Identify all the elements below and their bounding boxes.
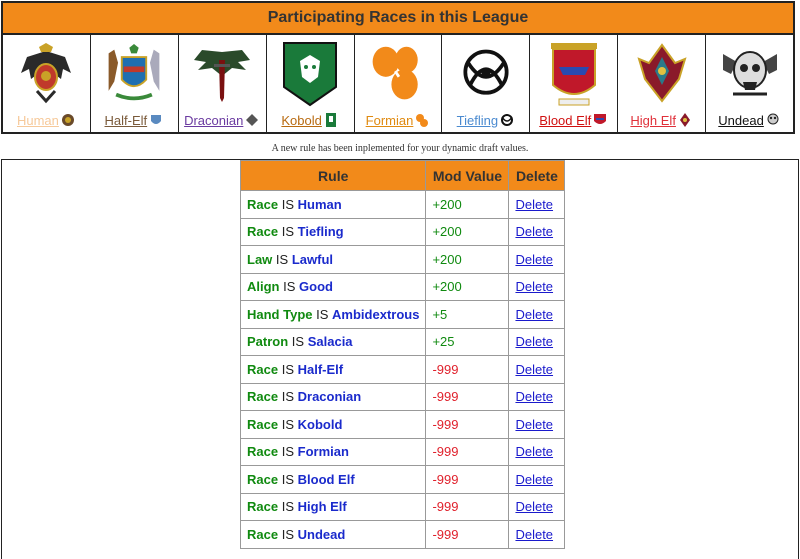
table-row	[241, 438, 565, 466]
rule-cell	[241, 301, 426, 329]
table-row	[241, 521, 565, 549]
mod-value-cell: +200	[426, 191, 509, 219]
rule-value: Blood Elf	[297, 471, 355, 487]
rule-cell	[241, 521, 426, 549]
column-header-rule: Rule	[241, 161, 426, 191]
delete-rule-link[interactable]: Delete	[515, 196, 554, 212]
mod-value-cell: -999	[426, 411, 509, 439]
mod-value-cell: -999	[426, 521, 509, 549]
rule-value: Formian	[297, 444, 349, 460]
undead-mini-icon	[765, 112, 781, 128]
rule-operator: IS	[283, 279, 296, 295]
rule-value: Draconian	[297, 389, 362, 405]
rule-field: Law	[247, 251, 273, 267]
rule-cell	[241, 191, 426, 219]
delete-cell	[509, 301, 565, 329]
rule-field: Race	[247, 196, 279, 212]
delete-rule-link[interactable]: Delete	[515, 389, 554, 405]
kobold-mini-icon	[323, 112, 339, 128]
delete-cell	[509, 411, 565, 439]
race-link-tiefling[interactable]: Tiefling	[456, 112, 499, 128]
race-cell-formian[interactable]	[355, 35, 443, 132]
rule-operator: IS	[291, 334, 305, 350]
race-link-draconian[interactable]: Draconian	[184, 112, 244, 128]
delete-cell	[509, 466, 565, 494]
delete-cell	[509, 191, 565, 219]
draft-rules-table	[240, 160, 565, 549]
rule-field: Race	[247, 444, 279, 460]
rule-value: Lawful	[291, 251, 334, 267]
delete-rule-link[interactable]: Delete	[515, 306, 554, 322]
delete-rule-link[interactable]: Delete	[515, 526, 554, 542]
mod-value-cell: -999	[426, 356, 509, 384]
table-row	[241, 411, 565, 439]
heraldic-shield-icon	[103, 41, 165, 107]
rule-field: Race	[247, 416, 279, 432]
delete-rule-link[interactable]: Delete	[515, 416, 554, 432]
rule-value: Half-Elf	[297, 361, 344, 377]
race-cell-half-elf[interactable]	[91, 35, 179, 132]
column-header-mod-value: Mod Value	[426, 161, 509, 191]
table-row	[241, 466, 565, 494]
rule-operator: IS	[281, 526, 294, 542]
rule-cell	[241, 273, 426, 301]
delete-rule-link[interactable]: Delete	[515, 224, 554, 240]
race-cell-blood-elf[interactable]	[530, 35, 618, 132]
green-banner-icon	[279, 41, 341, 107]
rule-field: Patron	[247, 334, 289, 350]
rule-operator: IS	[316, 306, 329, 322]
rule-cell	[241, 438, 426, 466]
skull-crest-icon	[719, 41, 781, 107]
rule-value: Undead	[297, 526, 346, 542]
table-row	[241, 191, 565, 219]
mod-value-cell: -999	[426, 466, 509, 494]
table-row	[241, 246, 565, 274]
delete-rule-link[interactable]: Delete	[515, 361, 554, 377]
participating-races-panel	[1, 1, 795, 134]
rule-field: Race	[247, 389, 279, 405]
delete-cell	[509, 218, 565, 246]
draconian-mini-icon	[244, 112, 260, 128]
rule-field: Race	[247, 361, 279, 377]
dragon-sword-icon	[191, 41, 253, 107]
race-link-undead[interactable]: Undead	[718, 112, 764, 128]
table-row	[241, 383, 565, 411]
delete-rule-link[interactable]: Delete	[515, 279, 554, 295]
rule-operator: IS	[281, 361, 294, 377]
rule-field: Align	[247, 279, 280, 295]
delete-rule-link[interactable]: Delete	[515, 444, 554, 460]
rule-added-notice: A new rule has been inplemented for your dynamic draft values.	[271, 143, 529, 154]
rule-value: High Elf	[297, 499, 347, 515]
race-link-high-elf[interactable]: High Elf	[630, 112, 676, 128]
table-row	[241, 301, 565, 329]
delete-cell	[509, 383, 565, 411]
mod-value-cell: +200	[426, 218, 509, 246]
red-blue-shield-icon	[543, 41, 605, 107]
rule-cell	[241, 328, 426, 356]
mod-value-cell: +200	[426, 246, 509, 274]
table-header-row	[241, 161, 565, 191]
rule-operator: IS	[281, 196, 294, 212]
rule-operator: IS	[281, 416, 294, 432]
rule-cell	[241, 411, 426, 439]
race-link-human[interactable]: Human	[16, 112, 59, 128]
table-row	[241, 356, 565, 384]
table-row	[241, 218, 565, 246]
race-link-half-elf[interactable]: Half-Elf	[104, 112, 148, 128]
rule-operator: IS	[281, 224, 294, 240]
mod-value-cell: +200	[426, 273, 509, 301]
delete-cell	[509, 493, 565, 521]
formian-mini-icon	[414, 112, 430, 128]
race-cell-draconian[interactable]	[179, 35, 267, 132]
race-cell-undead[interactable]	[706, 35, 793, 132]
rule-cell	[241, 466, 426, 494]
rule-operator: IS	[275, 251, 289, 267]
races-row	[3, 35, 793, 132]
black-knot-icon	[455, 41, 517, 107]
double-eagle-crest-icon	[15, 41, 77, 107]
rule-value: Kobold	[297, 416, 343, 432]
delete-cell	[509, 438, 565, 466]
rule-cell	[241, 493, 426, 521]
rule-value: Good	[299, 279, 333, 295]
rule-value: Human	[297, 196, 342, 212]
mod-value-cell: +25	[426, 328, 509, 356]
human-mini-icon	[60, 112, 76, 128]
delete-rule-link[interactable]: Delete	[515, 471, 554, 487]
rule-field: Hand Type	[247, 306, 313, 322]
rules-table-body	[241, 191, 565, 549]
rule-operator: IS	[281, 444, 294, 460]
rule-operator: IS	[281, 471, 294, 487]
race-cell-high-elf[interactable]	[618, 35, 706, 132]
delete-cell	[509, 246, 565, 274]
rule-field: Race	[247, 224, 279, 240]
races-panel-title: Participating Races in this League	[3, 3, 793, 35]
tiefling-mini-icon	[499, 112, 515, 128]
delete-cell	[509, 328, 565, 356]
delete-cell	[509, 273, 565, 301]
rule-field: Race	[247, 471, 279, 487]
rule-field: Race	[247, 526, 279, 542]
mod-value-cell: -999	[426, 438, 509, 466]
half-elf-mini-icon	[148, 112, 164, 128]
delete-cell	[509, 356, 565, 384]
rule-cell	[241, 383, 426, 411]
race-link-kobold[interactable]: Kobold	[281, 112, 322, 128]
high-elf-mini-icon	[677, 112, 693, 128]
column-header-delete: Delete	[509, 161, 565, 191]
table-row	[241, 493, 565, 521]
table-row	[241, 273, 565, 301]
mod-value-cell: -999	[426, 493, 509, 521]
race-cell-tiefling[interactable]	[442, 35, 530, 132]
race-link-formian[interactable]: Formian	[365, 112, 414, 128]
delete-rule-link[interactable]: Delete	[515, 499, 554, 515]
mod-value-cell: -999	[426, 383, 509, 411]
rule-operator: IS	[281, 389, 294, 405]
rule-value: Salacia	[307, 334, 353, 350]
jeweled-crest-icon	[631, 41, 693, 107]
rule-operator: IS	[281, 499, 294, 515]
rule-cell	[241, 218, 426, 246]
delete-rule-link[interactable]: Delete	[515, 334, 554, 350]
delete-rule-link[interactable]: Delete	[515, 251, 554, 267]
rule-field: Race	[247, 499, 279, 515]
delete-cell	[509, 521, 565, 549]
table-row	[241, 328, 565, 356]
rule-cell	[241, 356, 426, 384]
race-cell-kobold[interactable]	[267, 35, 355, 132]
blood-elf-mini-icon	[592, 112, 608, 128]
orange-ant-icon	[367, 41, 429, 107]
rule-cell	[241, 246, 426, 274]
rule-value: Ambidextrous	[332, 306, 420, 322]
race-link-blood-elf[interactable]: Blood Elf	[539, 112, 592, 128]
race-cell-human[interactable]	[3, 35, 91, 132]
rule-value: Tiefling	[297, 224, 344, 240]
mod-value-cell: +5	[426, 301, 509, 329]
